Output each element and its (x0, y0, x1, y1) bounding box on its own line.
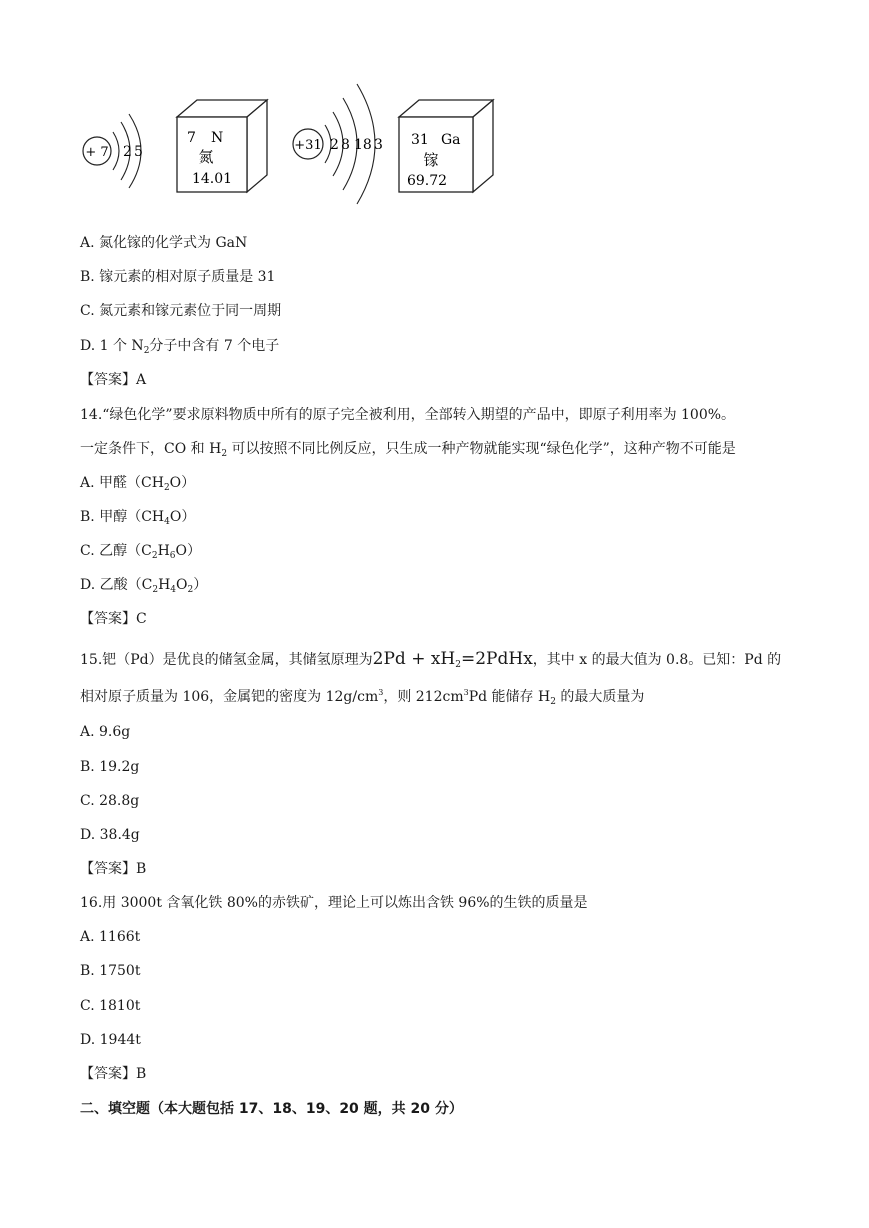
gallium-shell-1: 2 (330, 137, 339, 153)
q15-answer: 【答案】B (80, 861, 147, 877)
gallium-nucleus-label: +31 (294, 138, 322, 153)
nitrogen-atomic-mass: 14.01 (191, 171, 233, 187)
q15-equation: $2Pd + xH_2=2PdHx$ (372, 649, 533, 670)
q16-option-c: C. 1810t (80, 998, 141, 1014)
gallium-atomic-mass: 69.72 (406, 173, 448, 189)
q14-option-a: A. 甲醛$(CH_2O)$ (80, 475, 196, 493)
q14-question-line-2: 一定条件下，CO 和 $H_2$ 可以按照不同比例反应，只生成一种产物就能实现“绿色化学”，这种产物不可能是 (80, 441, 736, 459)
q13-option-a: A. 氮化镓的化学式为 GaN (80, 235, 248, 251)
q15-option-d: D. 38.4g (80, 827, 140, 843)
q16-option-a: A. 1166t (80, 929, 141, 945)
nitrogen-nucleus-label: + 7 (85, 145, 109, 160)
nitrogen-shell-2: 5 (134, 144, 143, 160)
q16-question: 16.用 3000t 含氧化铁 80%的赤铁矿，理论上可以炼出含铁 96%的生铁的质量是 (80, 895, 588, 911)
gallium-atomic-number: 31 (411, 132, 429, 148)
q13-option-b: B. 镓元素的相对原子质量是 31 (80, 269, 276, 285)
nitrogen-name: 氮 (198, 148, 214, 166)
nitrogen-atomic-number: 7 (187, 130, 196, 146)
q15-question-line-2: 相对原子质量为 106，金属钯的密度为 $12g/cm^3$，则 $212cm^3Pd$ 能储存 $H_2$ 的最大质量为 (80, 688, 645, 707)
q14-answer: 【答案】C (80, 611, 147, 627)
q13-option-c: C. 氮元素和镓元素位于同一周期 (80, 303, 282, 319)
q15-option-a: A. 9.6g (80, 724, 131, 740)
q14-option-b: B. 甲醇$(CH_4O)$ (80, 509, 196, 527)
q14-option-c: C. 乙醇$(C_2H_6O)$ (80, 543, 201, 561)
gallium-shell-3: 18 (354, 137, 372, 153)
atom-figure (75, 72, 515, 212)
nitrogen-symbol: N (211, 130, 224, 146)
nitrogen-atom-diagram (83, 114, 143, 188)
atom-figure-svg (75, 72, 515, 212)
q13-option-d: D. 1 个 $N_2$分子中含有 7 个电子 (80, 338, 280, 356)
q14-question-line-1: 14.“绿色化学”要求原料物质中所有的原子完全被利用，全部转入期望的产品中，即原子利用率为 100%。 (80, 407, 736, 423)
gallium-shell-4: 3 (374, 137, 383, 153)
gallium-shell-2: 8 (341, 137, 350, 153)
q15-option-b: B. 19.2g (80, 759, 140, 775)
nitrogen-shell-1: 2 (123, 144, 132, 160)
gallium-element-cell (399, 100, 493, 192)
q16-option-d: D. 1944t (80, 1032, 141, 1048)
gallium-symbol: Ga (441, 132, 461, 148)
q14-option-d: D. 乙酸$(C_2H_4O_2)$ (80, 577, 208, 595)
q16-option-b: B. 1750t (80, 963, 141, 979)
nitrogen-element-cell (177, 100, 267, 192)
q15-question-line-1: 15.钯（Pd）是优良的储氢金属，其储氢原理为$2Pd + xH_2=2PdHx$，其中 x 的最大值为 0.8。已知：Pd 的 (80, 649, 782, 670)
section-2-heading: 二、填空题（本大题包括 17、18、19、20 题，共 20 分） (80, 1101, 463, 1117)
q15-option-c: C. 28.8g (80, 793, 140, 809)
q13-answer: 【答案】A (80, 372, 147, 388)
gallium-atom-diagram (293, 84, 383, 204)
gallium-name: 镓 (423, 151, 439, 169)
q16-answer: 【答案】B (80, 1066, 147, 1082)
